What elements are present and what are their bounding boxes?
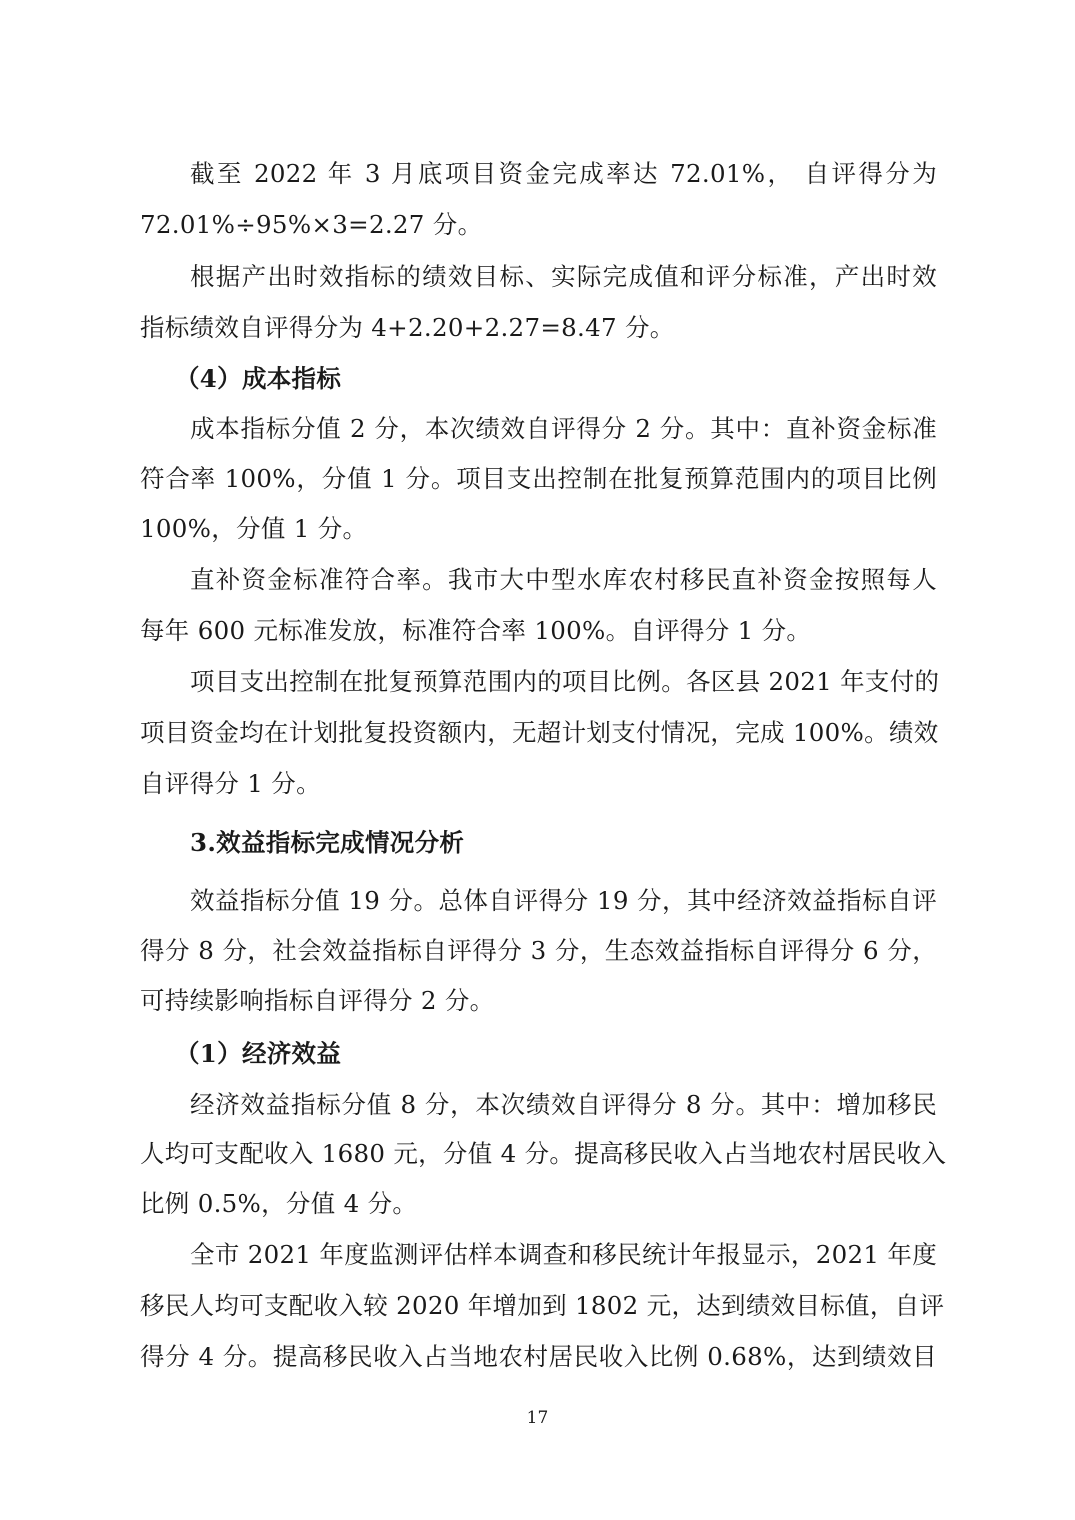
body-text-line: 经济效益指标分值 8 分，本次绩效自评得分 8 分。其中：增加移民 — [190, 1090, 937, 1119]
body-text-line: 成本指标分值 2 分，本次绩效自评得分 2 分。其中：直补资金标准 — [190, 414, 937, 443]
body-text-line: 每年 600 元标准发放，标准符合率 100%。自评得分 1 分。 — [140, 616, 812, 645]
page-number: 17 — [526, 1408, 549, 1428]
body-text-line: 人均可支配收入 1680 元，分值 4 分。提高移民收入占当地农村居民收入 — [140, 1139, 947, 1168]
body-text-line: 得分 4 分。提高移民收入占当地农村居民收入比例 0.68%，达到绩效目 — [140, 1342, 937, 1371]
body-text-line: 72.01%÷95%×3=2.27 分。 — [140, 210, 483, 239]
body-text-line: 指标绩效自评得分为 4+2.20+2.27=8.47 分。 — [140, 313, 675, 342]
body-text-line: 直补资金标准符合率。我市大中型水库农村移民直补资金按照每人 — [190, 565, 937, 594]
body-text-line: 得分 8 分，社会效益指标自评得分 3 分，生态效益指标自评得分 6 分， — [140, 936, 937, 965]
body-text-line: 项目资金均在计划批复投资额内，无超计划支付情况，完成 100%。绩效 — [140, 718, 939, 747]
body-text-line: 符合率 100%，分值 1 分。项目支出控制在批复预算范围内的项目比例 — [140, 464, 937, 493]
body-text-line: 项目支出控制在批复预算范围内的项目比例。各区县 2021 年支付的 — [190, 667, 940, 696]
subsection-heading: （1）经济效益 — [175, 1039, 342, 1068]
body-text-line: 效益指标分值 19 分。总体自评得分 19 分，其中经济效益指标自评 — [190, 886, 937, 915]
body-text-line: 自评得分 1 分。 — [140, 769, 321, 798]
subsection-heading: （4）成本指标 — [175, 364, 342, 393]
body-text-line: 可持续影响指标自评得分 2 分。 — [140, 986, 495, 1015]
body-text-line: 移民人均可支配收入较 2020 年增加到 1802 元，达到绩效目标值，自评 — [140, 1291, 945, 1320]
section-heading: 3.效益指标完成情况分析 — [190, 828, 465, 857]
body-text-line: 根据产出时效指标的绩效目标、实际完成值和评分标准，产出时效 — [190, 262, 937, 291]
body-text-line: 截至 2022 年 3 月底项目资金完成率达 72.01%， 自评得分为 — [190, 159, 937, 188]
body-text-line: 100%，分值 1 分。 — [140, 514, 368, 543]
body-text-line: 全市 2021 年度监测评估样本调查和移民统计年报显示，2021 年度 — [190, 1240, 937, 1269]
body-text-line: 比例 0.5%，分值 4 分。 — [140, 1189, 418, 1218]
